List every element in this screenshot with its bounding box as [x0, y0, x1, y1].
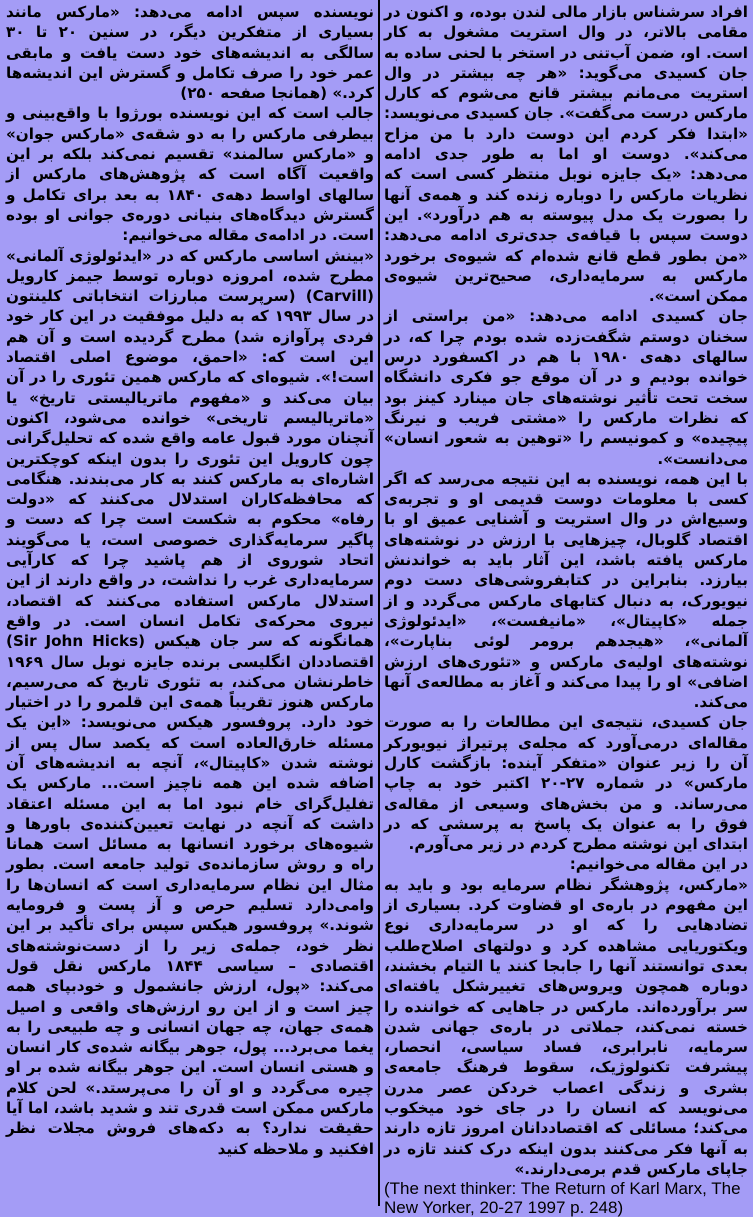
article-paragraph: جان کسیدی ادامه می‌دهد: «من براستی از سخنان دوستم شگفت‌زده شده بودم چرا که، در سالهای دهه‌ی ۱۹۸۰ با هم در اکسفورد درس خوانده بودیم و در آن موقع جو فکری دانشگاه سخت تحت تأثیر نوشته‌های جان مینارد کینز بود که نظرات مارکس را «مشتی فریب و نیرنگ پیچیده» و کمونیسم را «توهین به شعور انسان» می‌دانست».	[384, 307, 748, 468]
right-text-column	[384, 2, 749, 1217]
article-paragraph: نویسنده سپس ادامه می‌دهد: «مارکس مانند بسیاری از متفکرین دیگر، در سنین ۲۰ تا ۳۰ سالگی به اندیشه‌های خود دست یافت و مابقی عمر خود را صرف تکامل و گسترش این اندیشه‌ها کرد.» (همانجا صفحه ۲۵۰)	[6, 3, 374, 103]
article-paragraph: با این همه، نویسنده به این نتیجه می‌رسد که اگر کسی با معلومات دوست قدیمی او و تجربه‌ی وسیع‌اش در وال استریت و آشنایی عمیق او با اقتصاد گلوبال، چیزهایی با ارزش در نوشته‌های مارکس یافته باشد، این آثار باید به خواندنش بیارزد. بنابراین در کتابفروشی‌های دست دوم نیویورک، به دنبال کتابهای مارکس می‌گردد و از جمله «کاپیتال»، «مانیفست»، «ایدئولوژی آلمانی»، «هیجدهم برومر لوئی بناپارت»، نوشته‌های اولیه‌ی مارکس و «تئوری‌های ارزش اضافی» او را پیدا می‌کند و آغاز به مطالعه‌ی آنها می‌کند.	[384, 469, 748, 712]
article-paragraph: جان کسیدی، نتیجه‌ی این مطالعات را به صورت مقاله‌ای درمی‌آورد که مجله‌ی پرتیراژ نیویورکر آن را زیر عنوان «متفکر آینده: بازگشت کارل مارکس» در شماره ۲۷-۲۰ اکتبر خود به چاپ می‌رساند. و من بخش‌های وسیعی از مقاله‌ی فوق را به عنوان یک پاسخ به پرسشی که در ابتدای این نوشته مطرح کردم در زیر می‌آورم.	[384, 713, 749, 854]
left-text-column	[6, 2, 374, 1204]
article-paragraph: افراد سرشناس بازار مالی لندن بوده، و اکنون در مقامی بالاتر، در وال استریت مشغول به کار است. او، ضمن آب‌تنی در استخر با لحنی ساده به جان کسیدی می‌گوید: «هر چه بیشتر در وال استریت می‌مانم بیشتر قانع می‌شوم که کارل مارکس درست می‌گفت». جان کسیدی می‌نویسد: «ابتدا فکر کردم این دوست دارد با من مزاح می‌کند». دوست او اما به طور جدی ادامه می‌دهد: «یک جایزه نوبل منتظر کسی است که نظریات مارکس را دوباره زنده کند و همه‌ی آنها را بصورت یک مدل پیوسته به هم درآورد». این دوست سپس با قیافه‌ی جدی‌تری ادامه می‌دهد: «من بطور قطع قانع شده‌ام که شیوه‌ی برخورد مارکس به سرمایه‌داری، صحیح‌ترین شیوه‌ی ممکن است».	[384, 3, 748, 306]
column-divider	[378, 0, 380, 1206]
article-paragraph: «مارکس، پژوهشگر نظام سرمایه بود و باید به این مفهوم در باره‌ی او قضاوت کرد. بسیاری از تضادهایی را که او در سرمایه‌داری نوع ویکتوریایی مشاهده کرد و دولتهای اصلاح‌طلب بعدی توانستند آنها را جابجا کنند یا التیام بخشند، دوباره همچون ویروس‌های تغییرشکل یافته‌ای سر برآورده‌اند. مارکس در جاهایی که خواننده را خسته نمی‌کند، جملاتی در باره‌ی جهانی شدن سرمایه، نابرابری، فساد سیاسی، انحصار، پیشرفت تکنولوژیک، سقوط فرهنگ جامعه‌ی بشری و زندگی اعصاب خردکن عصر مدرن می‌نویسد که انسان را در جای خود میخکوب می‌کند؛ مسائلی که اقتصاددانان امروز تازه دارند به آنها فکر می‌کنند بدون اینکه درک کنند تازه در جاپای مارکس قدم برمی‌دارند.»	[384, 875, 748, 1178]
article-paragraph: «بینش اساسی مارکس که در «ایدئولوژی آلمانی» مطرح شده، امروزه دوباره توسط جیمز کارویل (Carvill) (سرپرست مبارزات انتخاباتی کلینتون در سال ۱۹۹۳ که به دلیل موفقیت در این کار خود فردی پرآوازه شد) مطرح گردیده است و آن هم این است که: «احمق، موضوع اصلی اقتصاد است!». شیوه‌ای که مارکس همین تئوری را در آن بیان می‌کند و «مفهوم ماتریالیستی تاریخ» یا «ماتریالیسم تاریخی» خوانده می‌شود، اکنون آنچنان مورد قبول عامه واقع شده که تحلیل‌گرانی چون کارویل این تئوری را بدون اینکه کوچکترین اشاره‌ای به مارکس کنند به کار می‌بندند. هنگامی که محافظه‌کاران استدلال می‌کنند که «دولت رفاه» محکوم به شکست است چرا که دست و پاگیر سرمایه‌گذاری خصوصی است، یا می‌گویند اتحاد شوروی از هم پاشید چرا که کارآیی سرمایه‌داری غرب را نداشت، در واقع دارند از این استدلال مارکس استفاده می‌کنند که اقتصاد، نیروی محرکه‌ی تکامل انسان است. در واقع همانگونه که سر جان هیکس (Sir John Hicks) اقتصاددان انگلیسی برنده جایزه نوبل سال ۱۹۶۹ خاطرنشان می‌کند، به تئوری تاریخ که می‌رسیم، مارکس هنوز تقریباً همه‌ی این قلمرو را در اختیار خود دارد. پروفسور هیکس می‌نویسد: «این یک مسئله خارق‌العاده است که یکصد سال پس از نوشته شدن «کاپیتال»، آنچه به اندیشه‌های آن اضافه شده این همه ناچیز است... مارکس یک تفلیل‌گرای خام نبود اما به این مسئله اعتقاد داشت که آنچه در نهایت تعیین‌کننده‌ی باورها و شیوه‌های برخورد انسانها به مسائل است همانا راه و روش سازمانده‌ی تولید جامعه است. بطور مثال این نظام سرمایه‌داری است که انسان‌ها را وامی‌دارد تسلیم حرص و آز پست و فرومایه شوند.» پروفسور هیکس سپس برای تأکید بر این نظر خود، جمله‌ی زیر را از دست‌نوشته‌های اقتصادی – سیاسی ۱۸۴۴ مارکس نقل قول می‌کند: «پول، ارزش جانشمول و خودبپای همه چیز است و از این رو ارزش‌های واقعی و اصیل همه‌ی جهان، چه جهان انسانی و چه طبیعی را به یغما می‌برد... پول، جوهر بیگانه شده‌ی کار انسان و هستی انسان است. این جوهر بیگانه شده بر او چیره می‌گردد و او آن را می‌پرستد.» لحن کلام مارکس ممکن است قدری تند و شدید باشد، اما آیا حقیقت ندارد؟ به دکه‌های فروش مجلات نظر افکنید و ملاحظه کنید	[6, 246, 374, 1158]
article-paragraph: جالب است که این نویسنده بورژوا با واقع‌بینی و بیطرفی مارکس را به دو شقه‌ی «مارکس جوان» و «مارکس سالمند» تقسیم نمی‌کند بلکه بر این واقعیت آگاه است که پژوهش‌های مارکس از سالهای اواسط دهه‌ی ۱۸۴۰ به بعد برای تکامل و گسترش دیدگاه‌های بنیانی دوره‌ی جوانی او بوده است. در ادامه‌ی مقاله می‌خوانیم:	[6, 104, 375, 245]
source-citation: (The next thinker: The Return of Karl Marx, The New Yorker, 20-27 1997 p. 248)	[384, 1179, 741, 1217]
article-paragraph: در این مقاله می‌خوانیم:	[569, 855, 748, 874]
